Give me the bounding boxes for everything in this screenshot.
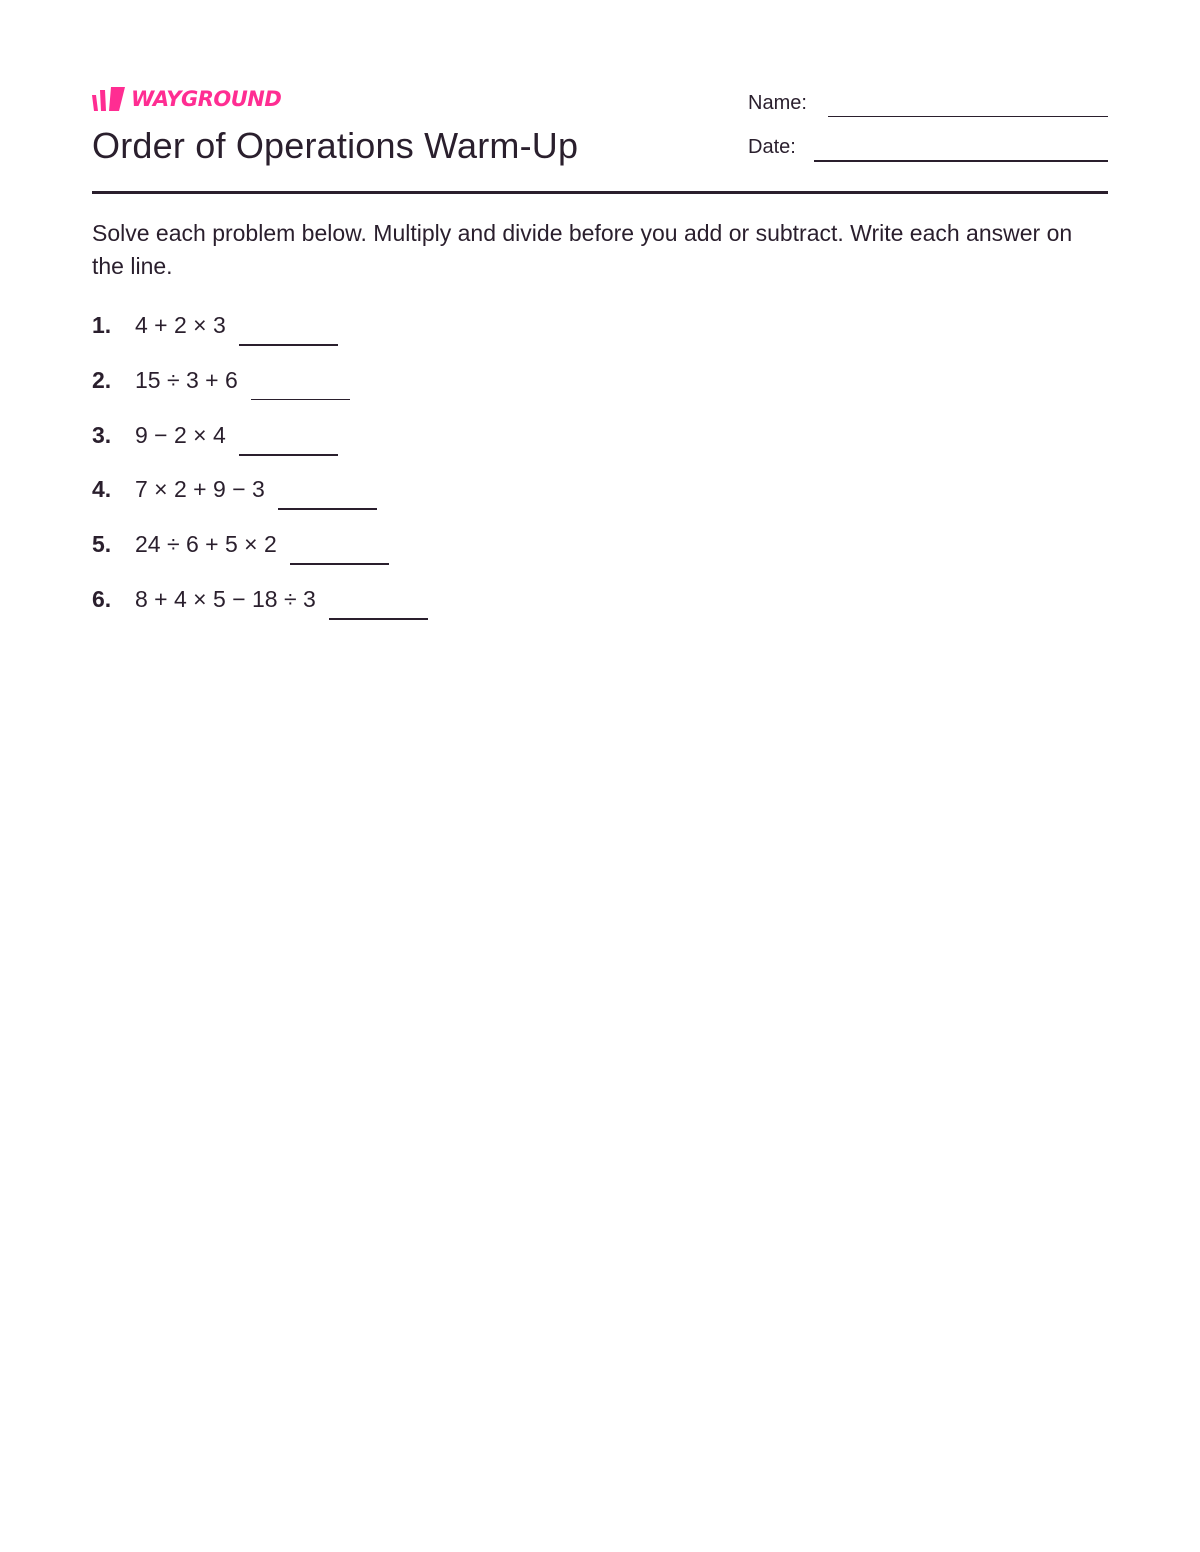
- name-label: Name:: [748, 92, 807, 114]
- brand-logo: [92, 84, 281, 114]
- brand-name: WAYGROUND: [131, 87, 282, 111]
- instructions: Solve each problem below. Multiply and divide before you add or subtract. Write each answer on the line.: [92, 220, 1073, 279]
- name-field: [748, 88, 1108, 120]
- problem-expression: 24 ÷ 6 + 5 × 2: [135, 531, 277, 558]
- answer-line[interactable]: [239, 344, 338, 346]
- problem-number: 6.: [92, 585, 112, 612]
- date-label: Date:: [748, 136, 796, 158]
- problem-number: 4.: [92, 476, 112, 503]
- problem-expression: 9 − 2 × 4: [135, 421, 226, 448]
- worksheet-page: [92, 0, 1108, 1552]
- problem-number: 5.: [92, 531, 112, 558]
- problem-expression: 4 + 2 × 3: [135, 312, 226, 338]
- date-answer-line[interactable]: [814, 160, 1108, 162]
- problem-item: [92, 305, 1108, 360]
- problem-expression: 7 × 2 + 9 − 3: [135, 476, 265, 503]
- worksheet-header: [92, 84, 1108, 194]
- problem-expression: 15 ÷ 3 + 6: [135, 366, 238, 393]
- date-field: [748, 132, 1108, 164]
- wayground-logo-icon: [92, 86, 126, 112]
- problem-number: 1.: [92, 312, 112, 338]
- problem-number: 2.: [92, 366, 112, 393]
- problem-item: [92, 579, 1108, 634]
- problem-item: [92, 524, 1108, 579]
- answer-line[interactable]: [329, 618, 428, 620]
- problem-expression: 8 + 4 × 5 − 18 ÷ 3: [135, 585, 316, 612]
- problem-item: [92, 469, 1108, 524]
- header-divider: [92, 191, 1108, 194]
- answer-line[interactable]: [278, 508, 377, 510]
- problem-number: 3.: [92, 421, 112, 448]
- problem-item: [92, 360, 1108, 415]
- name-answer-line[interactable]: [828, 116, 1108, 117]
- answer-line[interactable]: [290, 563, 389, 565]
- answer-line[interactable]: [239, 454, 338, 456]
- worksheet-title: Order of Operations Warm-Up: [92, 125, 579, 166]
- problem-item: [92, 415, 1108, 470]
- answer-line[interactable]: [251, 399, 350, 400]
- problem-list: [92, 305, 1108, 634]
